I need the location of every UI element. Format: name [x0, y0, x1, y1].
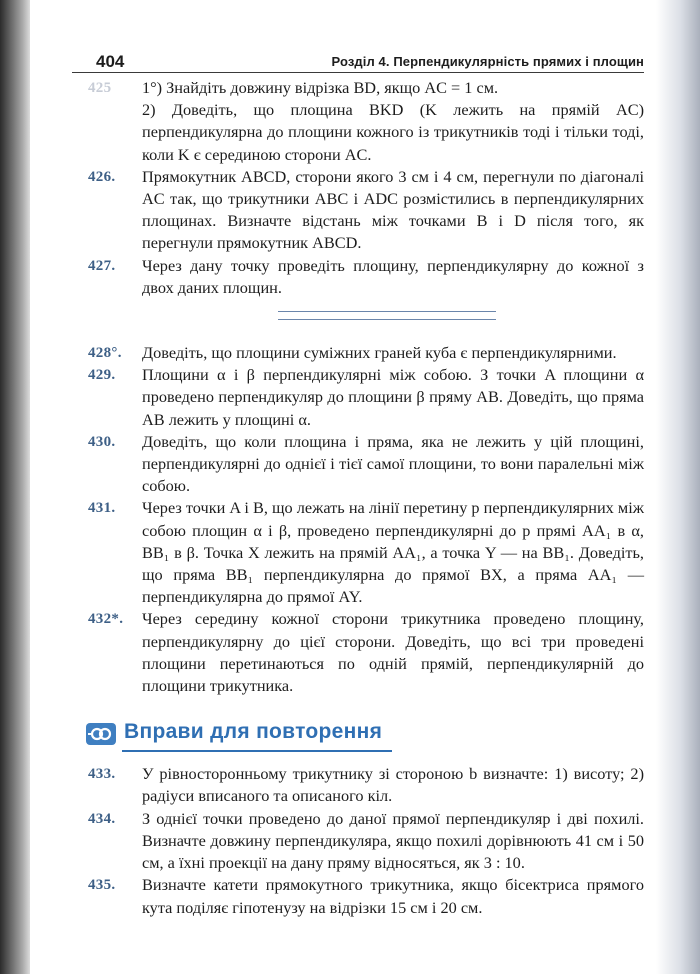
problem-number: 433. [88, 766, 116, 783]
continued-part-1: 1°) Знайдіть довжину відрізка BD, якщо AC = 1 см. [142, 78, 499, 97]
chapter-title: Розділ 4. Перпендикулярність прямих і площин [331, 54, 644, 69]
problem-429 [72, 364, 644, 431]
section-title: Вправи для повторення [124, 720, 383, 744]
difficulty-divider [278, 311, 496, 320]
link-icon-svg [86, 723, 116, 745]
problem-number: 426. [88, 168, 116, 185]
continued-part-2: 2) Доведіть, що площина BKD (K лежить на прямій AC) перпендикулярна до площини кожного із трикутників тоді і тільки тоді, коли K є серединою сторони AC. [142, 100, 644, 164]
problem-431 [72, 497, 644, 608]
problem-text: Прямокутник ABCD, сторони якого 3 см і 4 см, перегнули по діагоналі AC так, що трикутники ABC і ADC розмістились в перпендикулярних площинах. Визначте відстань між точками B і D після того, як перегнули прямокутник ABCD. [142, 166, 644, 253]
continued-problem [72, 77, 644, 166]
problem-433 [72, 763, 644, 807]
problem-number: 427. [88, 257, 116, 274]
problem-430 [72, 431, 644, 498]
problem-number: 432*. [88, 611, 124, 628]
ghost-problem-number: 425 [88, 80, 112, 96]
problem-text: Через точки A і B, що лежать на лінії перетину p перпендикулярних між собою площин α і β, проведено перпендикулярні до p прямі AA₁ в α, BB₁ в β. Точка X лежить на прямій AA₁, а точка Y — на BB₁. Доведіть, що пряма BB₁ перпендикулярна до прямої BX, а пряма AA₁ — перпендикулярна до прямої AY. [142, 498, 644, 607]
problem-text: Доведіть, що площини суміжних граней куба є перпендикулярними. [142, 343, 617, 363]
problem-427 [72, 255, 644, 299]
problem-426 [72, 166, 644, 255]
problem-432 [72, 608, 644, 697]
textbook-page [72, 44, 644, 919]
book-binding-shadow [0, 0, 30, 974]
section-header [86, 721, 644, 751]
problem-number: 430. [88, 433, 116, 450]
page-edge-shadow [656, 0, 700, 974]
problem-text: Доведіть, що коли площина і пряма, яка не лежить у цій площині, перпендикулярні до однієї і тієї самої площини, то вони паралельні між собою. [142, 431, 644, 496]
link-icon [86, 723, 116, 745]
problem-434 [72, 808, 644, 875]
problem-435 [72, 874, 644, 918]
section-underline [122, 750, 392, 752]
problem-text: З однієї точки проведено до даної прямої перпендикуляр і дві похилі. Визначте довжину перпендикуляра, якщо похилі дорівнюють 41 см і 50 см, а їхні проекції на дану пряму відносяться, як 3 : 10. [142, 808, 644, 873]
page-header [72, 44, 644, 73]
problem-428 [72, 342, 644, 364]
page-number: 404 [96, 52, 125, 71]
problem-text: Площини α і β перпендикулярні між собою. З точки A площини α проведено перпендикуляр до площини β пряму AB. Доведіть, що пряма AB лежить у площині α. [142, 365, 644, 429]
problem-number: 435. [88, 877, 116, 894]
problem-number: 431. [88, 500, 116, 517]
problem-number: 429. [88, 367, 116, 384]
problem-number: 428°. [88, 345, 122, 362]
problem-text: У рівносторонньому трикутнику зі стороною b визначте: 1) висоту; 2) радіуси вписаного та описаного кіл. [142, 764, 644, 806]
problem-text: Визначте катети прямокутного трикутника, якщо бісектриса прямого кута поділяє гіпотенузу на відрізки 15 см і 20 см. [142, 875, 644, 917]
problem-text: Через середину кожної сторони трикутника проведено площину, перпендикулярну до цієї сторони. Доведіть, що всі три проведені площини перетинаються по одній прямій, перпендикулярній до площини трикутника. [142, 609, 644, 696]
problem-text: Через дану точку проведіть площину, перпендикулярну до кожної з двох даних площин. [142, 255, 644, 297]
problem-number: 434. [88, 810, 116, 827]
